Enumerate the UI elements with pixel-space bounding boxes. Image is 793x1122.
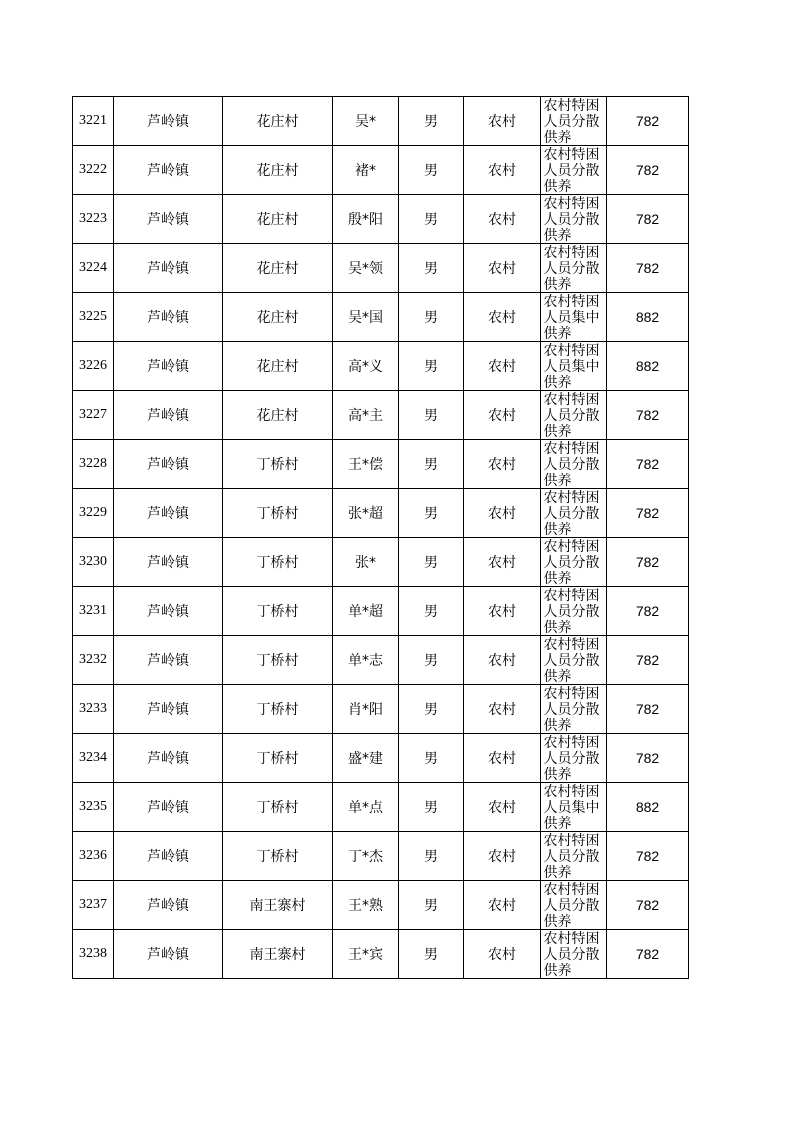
cell-person-name: 丁*杰 xyxy=(333,832,399,881)
cell-village: 花庄村 xyxy=(223,195,333,244)
cell-village: 花庄村 xyxy=(223,293,333,342)
cell-gender: 男 xyxy=(399,636,464,685)
cell-town: 芦岭镇 xyxy=(114,832,223,881)
support-category-text: 农村特困人员分散供养 xyxy=(543,735,600,781)
cell-village: 南王寨村 xyxy=(223,930,333,979)
support-category-text: 农村特困人员分散供养 xyxy=(543,931,600,977)
table-row xyxy=(73,244,689,293)
cell-person-name: 殷*阳 xyxy=(333,195,399,244)
table-row xyxy=(73,636,689,685)
cell-person-name: 单*点 xyxy=(333,783,399,832)
table-row xyxy=(73,293,689,342)
support-category-text: 农村特困人员分散供养 xyxy=(543,882,600,928)
cell-person-name: 张* xyxy=(333,538,399,587)
cell-town: 芦岭镇 xyxy=(114,734,223,783)
cell-village: 花庄村 xyxy=(223,342,333,391)
cell-village: 花庄村 xyxy=(223,146,333,195)
cell-village: 丁桥村 xyxy=(223,685,333,734)
cell-village: 丁桥村 xyxy=(223,489,333,538)
table-body xyxy=(73,97,689,979)
cell-amount: 782 xyxy=(607,146,689,195)
cell-gender: 男 xyxy=(399,587,464,636)
cell-support-category xyxy=(541,881,607,930)
cell-support-category xyxy=(541,244,607,293)
cell-gender: 男 xyxy=(399,538,464,587)
cell-gender: 男 xyxy=(399,244,464,293)
cell-serial-number: 3223 xyxy=(73,195,114,244)
cell-serial-number: 3238 xyxy=(73,930,114,979)
cell-amount: 782 xyxy=(607,97,689,146)
cell-serial-number: 3224 xyxy=(73,244,114,293)
cell-support-category xyxy=(541,930,607,979)
cell-residence-type: 农村 xyxy=(464,538,541,587)
cell-gender: 男 xyxy=(399,685,464,734)
cell-person-name: 盛*建 xyxy=(333,734,399,783)
cell-person-name: 褚* xyxy=(333,146,399,195)
cell-serial-number: 3229 xyxy=(73,489,114,538)
table-row xyxy=(73,538,689,587)
cell-residence-type: 农村 xyxy=(464,244,541,293)
cell-serial-number: 3221 xyxy=(73,97,114,146)
cell-serial-number: 3234 xyxy=(73,734,114,783)
cell-support-category xyxy=(541,685,607,734)
table-row xyxy=(73,440,689,489)
cell-person-name: 张*超 xyxy=(333,489,399,538)
cell-town: 芦岭镇 xyxy=(114,97,223,146)
cell-support-category xyxy=(541,783,607,832)
cell-amount: 782 xyxy=(607,440,689,489)
cell-serial-number: 3237 xyxy=(73,881,114,930)
cell-amount: 782 xyxy=(607,685,689,734)
cell-person-name: 王*熟 xyxy=(333,881,399,930)
cell-town: 芦岭镇 xyxy=(114,587,223,636)
cell-serial-number: 3225 xyxy=(73,293,114,342)
cell-serial-number: 3230 xyxy=(73,538,114,587)
cell-residence-type: 农村 xyxy=(464,685,541,734)
cell-support-category xyxy=(541,146,607,195)
support-category-text: 农村特困人员集中供养 xyxy=(543,784,600,830)
support-category-text: 农村特困人员集中供养 xyxy=(543,294,600,340)
cell-village: 花庄村 xyxy=(223,391,333,440)
cell-village: 丁桥村 xyxy=(223,783,333,832)
cell-residence-type: 农村 xyxy=(464,587,541,636)
support-category-text: 农村特困人员分散供养 xyxy=(543,98,600,144)
cell-town: 芦岭镇 xyxy=(114,881,223,930)
table-row xyxy=(73,391,689,440)
cell-person-name: 肖*阳 xyxy=(333,685,399,734)
cell-gender: 男 xyxy=(399,97,464,146)
table-row xyxy=(73,195,689,244)
support-category-text: 农村特困人员分散供养 xyxy=(543,196,600,242)
cell-residence-type: 农村 xyxy=(464,636,541,685)
cell-town: 芦岭镇 xyxy=(114,391,223,440)
table-row xyxy=(73,930,689,979)
cell-village: 丁桥村 xyxy=(223,587,333,636)
cell-gender: 男 xyxy=(399,391,464,440)
table-row xyxy=(73,685,689,734)
cell-serial-number: 3233 xyxy=(73,685,114,734)
support-category-text: 农村特困人员分散供养 xyxy=(543,441,600,487)
cell-gender: 男 xyxy=(399,783,464,832)
cell-amount: 782 xyxy=(607,832,689,881)
cell-town: 芦岭镇 xyxy=(114,538,223,587)
cell-person-name: 吴*领 xyxy=(333,244,399,293)
support-category-text: 农村特困人员分散供养 xyxy=(543,833,600,879)
cell-amount: 782 xyxy=(607,244,689,293)
cell-residence-type: 农村 xyxy=(464,832,541,881)
cell-gender: 男 xyxy=(399,342,464,391)
support-category-text: 农村特困人员分散供养 xyxy=(543,490,600,536)
cell-person-name: 单*超 xyxy=(333,587,399,636)
cell-serial-number: 3231 xyxy=(73,587,114,636)
cell-village: 花庄村 xyxy=(223,244,333,293)
support-category-text: 农村特困人员分散供养 xyxy=(543,686,600,732)
cell-village: 花庄村 xyxy=(223,97,333,146)
cell-residence-type: 农村 xyxy=(464,734,541,783)
cell-amount: 782 xyxy=(607,195,689,244)
beneficiary-table xyxy=(72,96,689,979)
cell-residence-type: 农村 xyxy=(464,97,541,146)
cell-town: 芦岭镇 xyxy=(114,146,223,195)
cell-residence-type: 农村 xyxy=(464,146,541,195)
table-row xyxy=(73,587,689,636)
cell-person-name: 吴*国 xyxy=(333,293,399,342)
cell-gender: 男 xyxy=(399,146,464,195)
support-category-text: 农村特困人员分散供养 xyxy=(543,588,600,634)
cell-village: 丁桥村 xyxy=(223,636,333,685)
cell-serial-number: 3222 xyxy=(73,146,114,195)
cell-serial-number: 3227 xyxy=(73,391,114,440)
cell-person-name: 高*主 xyxy=(333,391,399,440)
cell-gender: 男 xyxy=(399,881,464,930)
cell-town: 芦岭镇 xyxy=(114,195,223,244)
cell-town: 芦岭镇 xyxy=(114,440,223,489)
cell-serial-number: 3226 xyxy=(73,342,114,391)
support-category-text: 农村特困人员分散供养 xyxy=(543,539,600,585)
cell-support-category xyxy=(541,293,607,342)
table-row xyxy=(73,832,689,881)
cell-amount: 782 xyxy=(607,881,689,930)
cell-town: 芦岭镇 xyxy=(114,685,223,734)
cell-person-name: 高*义 xyxy=(333,342,399,391)
cell-town: 芦岭镇 xyxy=(114,636,223,685)
cell-person-name: 单*志 xyxy=(333,636,399,685)
cell-serial-number: 3228 xyxy=(73,440,114,489)
cell-support-category xyxy=(541,587,607,636)
cell-support-category xyxy=(541,195,607,244)
cell-support-category xyxy=(541,636,607,685)
cell-residence-type: 农村 xyxy=(464,783,541,832)
cell-residence-type: 农村 xyxy=(464,440,541,489)
cell-amount: 782 xyxy=(607,538,689,587)
cell-gender: 男 xyxy=(399,930,464,979)
cell-support-category xyxy=(541,391,607,440)
cell-gender: 男 xyxy=(399,489,464,538)
cell-amount: 782 xyxy=(607,489,689,538)
table-row xyxy=(73,489,689,538)
cell-village: 丁桥村 xyxy=(223,734,333,783)
cell-village: 丁桥村 xyxy=(223,538,333,587)
cell-village: 丁桥村 xyxy=(223,440,333,489)
cell-serial-number: 3236 xyxy=(73,832,114,881)
cell-residence-type: 农村 xyxy=(464,195,541,244)
cell-gender: 男 xyxy=(399,195,464,244)
support-category-text: 农村特困人员分散供养 xyxy=(543,392,600,438)
cell-amount: 782 xyxy=(607,391,689,440)
table-row xyxy=(73,783,689,832)
cell-residence-type: 农村 xyxy=(464,930,541,979)
cell-town: 芦岭镇 xyxy=(114,244,223,293)
cell-support-category xyxy=(541,440,607,489)
cell-amount: 782 xyxy=(607,587,689,636)
cell-support-category xyxy=(541,489,607,538)
cell-person-name: 王*宾 xyxy=(333,930,399,979)
cell-town: 芦岭镇 xyxy=(114,293,223,342)
cell-support-category xyxy=(541,832,607,881)
cell-gender: 男 xyxy=(399,440,464,489)
cell-residence-type: 农村 xyxy=(464,391,541,440)
cell-support-category xyxy=(541,97,607,146)
cell-residence-type: 农村 xyxy=(464,342,541,391)
support-category-text: 农村特困人员分散供养 xyxy=(543,147,600,193)
cell-town: 芦岭镇 xyxy=(114,930,223,979)
cell-serial-number: 3232 xyxy=(73,636,114,685)
cell-village: 南王寨村 xyxy=(223,881,333,930)
cell-person-name: 王*偿 xyxy=(333,440,399,489)
support-category-text: 农村特困人员集中供养 xyxy=(543,343,600,389)
cell-residence-type: 农村 xyxy=(464,293,541,342)
cell-amount: 782 xyxy=(607,930,689,979)
cell-gender: 男 xyxy=(399,293,464,342)
cell-amount: 882 xyxy=(607,293,689,342)
cell-amount: 782 xyxy=(607,734,689,783)
cell-amount: 782 xyxy=(607,636,689,685)
cell-support-category xyxy=(541,538,607,587)
cell-person-name: 吴* xyxy=(333,97,399,146)
cell-town: 芦岭镇 xyxy=(114,783,223,832)
cell-amount: 882 xyxy=(607,342,689,391)
table-row xyxy=(73,97,689,146)
table-row xyxy=(73,881,689,930)
support-category-text: 农村特困人员分散供养 xyxy=(543,245,600,291)
table-row xyxy=(73,342,689,391)
support-category-text: 农村特困人员分散供养 xyxy=(543,637,600,683)
cell-town: 芦岭镇 xyxy=(114,342,223,391)
cell-gender: 男 xyxy=(399,734,464,783)
table-row xyxy=(73,146,689,195)
cell-amount: 882 xyxy=(607,783,689,832)
cell-serial-number: 3235 xyxy=(73,783,114,832)
cell-town: 芦岭镇 xyxy=(114,489,223,538)
cell-residence-type: 农村 xyxy=(464,881,541,930)
cell-gender: 男 xyxy=(399,832,464,881)
cell-support-category xyxy=(541,734,607,783)
table-row xyxy=(73,734,689,783)
cell-residence-type: 农村 xyxy=(464,489,541,538)
cell-support-category xyxy=(541,342,607,391)
cell-village: 丁桥村 xyxy=(223,832,333,881)
